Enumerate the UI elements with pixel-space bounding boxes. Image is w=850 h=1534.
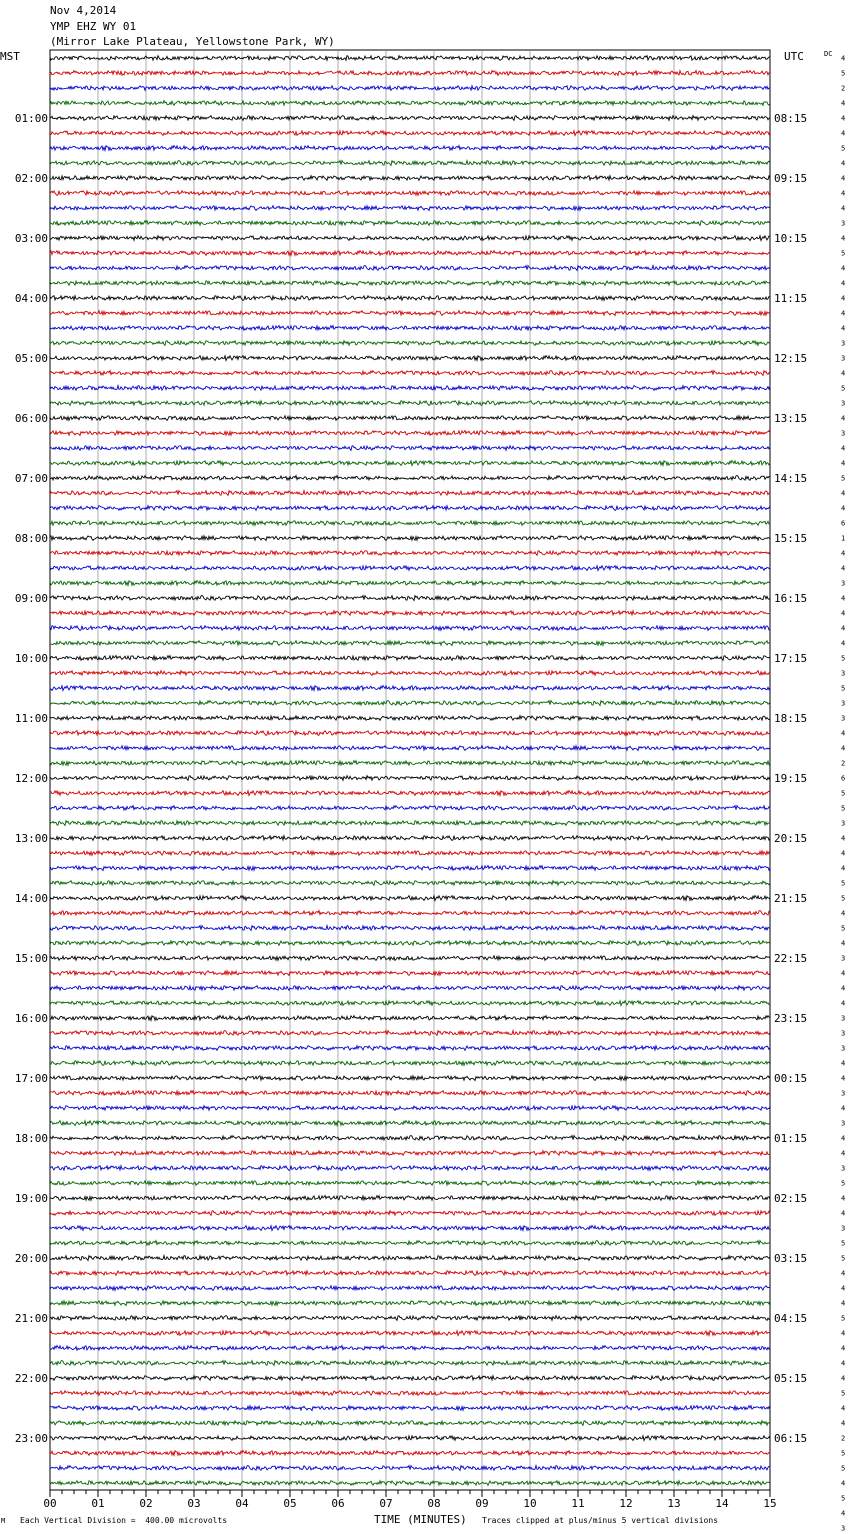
seismic-trace: [50, 476, 770, 481]
left-hour-label: 17:00: [14, 1072, 48, 1085]
left-hour-label: 10:00: [14, 652, 48, 665]
seismic-trace: [50, 881, 770, 886]
dc-value: 4: [841, 909, 846, 918]
dc-value: 4: [841, 1419, 846, 1428]
dc-value: 4: [841, 1074, 846, 1083]
seismic-trace: [50, 1106, 770, 1111]
left-hour-label: 09:00: [14, 592, 48, 605]
dc-value: 4: [841, 1104, 846, 1113]
seismic-trace: [50, 326, 770, 331]
left-hour-label: 16:00: [14, 1012, 48, 1025]
seismic-trace: [50, 1256, 770, 1261]
dc-value: 4: [841, 414, 846, 423]
seismic-trace: [50, 746, 770, 751]
seismic-trace: [50, 911, 770, 916]
seismic-trace: [50, 1091, 770, 1096]
left-hour-label: 21:00: [14, 1312, 48, 1325]
seismic-trace: [50, 1031, 770, 1036]
seismic-trace: [50, 191, 770, 196]
dc-value: 3: [841, 1164, 846, 1173]
left-hour-label: 23:00: [14, 1432, 48, 1445]
right-hour-label: 21:15: [774, 892, 808, 905]
seismic-trace: [50, 416, 770, 421]
dc-value: 4: [841, 369, 846, 378]
x-tick-label: 07: [379, 1497, 393, 1510]
dc-value: 5: [841, 789, 846, 798]
seismic-trace: [50, 866, 770, 871]
x-tick-label: 00: [43, 1497, 57, 1510]
right-hour-label: 13:15: [774, 412, 808, 425]
dc-value: 4: [841, 99, 846, 108]
seismic-trace: [50, 1346, 770, 1351]
right-hour-label: 17:15: [774, 652, 808, 665]
seismic-trace: [50, 806, 770, 811]
corner-mark: M: [1, 1517, 6, 1525]
seismic-trace: [50, 431, 770, 436]
seismic-trace: [50, 311, 770, 316]
seismic-trace: [50, 521, 770, 526]
left-hour-label: 18:00: [14, 1132, 48, 1145]
seismic-trace: [50, 536, 770, 541]
right-hour-label: 10:15: [774, 232, 808, 245]
dc-value: 5: [841, 1314, 846, 1323]
x-tick-label: 04: [235, 1497, 249, 1510]
left-hour-label: 20:00: [14, 1252, 48, 1265]
record-date: Nov 4,2014: [50, 4, 117, 17]
dc-value: 3: [841, 339, 846, 348]
scale-note: Each Vertical Division = 400.00 microvolts: [20, 1516, 228, 1525]
seismic-trace: [50, 761, 770, 766]
dc-value: 4: [841, 444, 846, 453]
seismic-trace: [50, 566, 770, 571]
seismic-trace: [50, 626, 770, 631]
seismic-trace: [50, 611, 770, 616]
dc-value: 5: [841, 684, 846, 693]
dc-value: 4: [841, 294, 846, 303]
seismic-trace: [50, 1136, 770, 1141]
seismic-trace: [50, 356, 770, 361]
seismic-trace: [50, 896, 770, 901]
seismic-trace: [50, 1451, 770, 1456]
seismic-trace: [50, 1301, 770, 1306]
right-hour-label: 15:15: [774, 532, 808, 545]
seismic-trace: [50, 491, 770, 496]
dc-value: 5: [841, 249, 846, 258]
seismic-trace: [50, 1001, 770, 1006]
seismic-trace: [50, 1316, 770, 1321]
seismic-trace: [50, 956, 770, 961]
seismic-trace: [50, 686, 770, 691]
left-hour-label: 01:00: [14, 112, 48, 125]
seismic-trace: [50, 101, 770, 106]
x-tick-label: 14: [715, 1497, 729, 1510]
seismic-trace: [50, 131, 770, 136]
seismic-trace: [50, 386, 770, 391]
seismic-trace: [50, 791, 770, 796]
dc-value: 5: [841, 1494, 846, 1503]
seismic-trace: [50, 1241, 770, 1246]
seismic-trace: [50, 1046, 770, 1051]
dc-value: 5: [841, 474, 846, 483]
left-hour-label: 12:00: [14, 772, 48, 785]
seismic-trace: [50, 656, 770, 661]
dc-value: 4: [841, 264, 846, 273]
dc-value: 4: [841, 1299, 846, 1308]
x-tick-label: 13: [667, 1497, 681, 1510]
right-hour-label: 06:15: [774, 1432, 808, 1445]
seismic-trace: [50, 206, 770, 211]
seismic-trace: [50, 176, 770, 181]
seismic-trace: [50, 551, 770, 556]
seismic-trace: [50, 86, 770, 91]
trace-group: [50, 56, 770, 1486]
dc-value: 3: [841, 1014, 846, 1023]
dc-value: 4: [841, 984, 846, 993]
seismic-trace: [50, 71, 770, 76]
seismic-trace: [50, 146, 770, 151]
seismic-trace: [50, 1286, 770, 1291]
left-hour-label: 06:00: [14, 412, 48, 425]
dc-value: 4: [841, 1374, 846, 1383]
x-tick-label: 10: [523, 1497, 537, 1510]
left-hour-label: 14:00: [14, 892, 48, 905]
dc-value: 4: [841, 1149, 846, 1158]
left-hour-label: 13:00: [14, 832, 48, 845]
seismic-trace: [50, 161, 770, 166]
dc-value: 3: [841, 1524, 846, 1533]
seismic-trace: [50, 1211, 770, 1216]
dc-value: 5: [841, 1239, 846, 1248]
dc-value: 4: [841, 624, 846, 633]
left-hour-label: 03:00: [14, 232, 48, 245]
dc-value: 2: [841, 759, 846, 768]
station-name: YMP EHZ WY 01: [50, 20, 137, 33]
right-hour-label: 09:15: [774, 172, 808, 185]
dc-value: 3: [841, 219, 846, 228]
dc-value: 4: [841, 999, 846, 1008]
dc-value: 5: [841, 384, 846, 393]
dc-value: 3: [841, 579, 846, 588]
seismic-trace: [50, 581, 770, 586]
right-hour-label: 18:15: [774, 712, 808, 725]
dc-value: 3: [841, 714, 846, 723]
dc-value: 4: [841, 609, 846, 618]
seismic-trace: [50, 971, 770, 976]
right-hour-label: 02:15: [774, 1192, 808, 1205]
right-hour-label: 01:15: [774, 1132, 808, 1145]
dc-value: 4: [841, 159, 846, 168]
left-hour-label: 19:00: [14, 1192, 48, 1205]
dc-value: 5: [841, 879, 846, 888]
seismic-trace: [50, 926, 770, 931]
dc-value: 3: [841, 669, 846, 678]
dc-value: 5: [841, 1389, 846, 1398]
x-tick-label: 01: [91, 1497, 105, 1510]
seismic-trace: [50, 401, 770, 406]
dc-value: 4: [841, 189, 846, 198]
left-hour-label: 08:00: [14, 532, 48, 545]
seismic-trace: [50, 731, 770, 736]
dc-value: 4: [841, 1359, 846, 1368]
right-hour-label: 20:15: [774, 832, 808, 845]
left-hour-label: 15:00: [14, 952, 48, 965]
dc-value: 4: [841, 864, 846, 873]
x-tick-label: 09: [475, 1497, 489, 1510]
seismic-trace: [50, 596, 770, 601]
seismic-trace: [50, 116, 770, 121]
dc-value: 5: [841, 144, 846, 153]
seismic-trace: [50, 371, 770, 376]
dc-value: 3: [841, 399, 846, 408]
x-tick-label: 11: [571, 1497, 585, 1510]
x-tick-label: 03: [187, 1497, 201, 1510]
dc-value: 3: [841, 1224, 846, 1233]
seismic-trace: [50, 851, 770, 856]
dc-value: 4: [841, 1509, 846, 1518]
dc-value: 5: [841, 1464, 846, 1473]
seismic-trace: [50, 1016, 770, 1021]
dc-value: 2: [841, 84, 846, 93]
dc-value: 4: [841, 564, 846, 573]
left-hour-label: 02:00: [14, 172, 48, 185]
seismic-trace: [50, 281, 770, 286]
seismic-trace: [50, 1121, 770, 1126]
dc-value: 4: [841, 729, 846, 738]
label-group: [0, 50, 845, 1534]
dc-value: 4: [841, 1479, 846, 1488]
seismic-trace: [50, 836, 770, 841]
seismic-trace: [50, 1226, 770, 1231]
x-tick-label: 15: [763, 1497, 777, 1510]
dc-value: 3: [841, 1044, 846, 1053]
seismic-trace: [50, 221, 770, 226]
seismic-trace: [50, 56, 770, 61]
seismic-trace: [50, 1271, 770, 1276]
dc-value: 4: [841, 324, 846, 333]
dc-value: 2: [841, 1434, 846, 1443]
dc-value: 4: [841, 114, 846, 123]
left-hour-label: 07:00: [14, 472, 48, 485]
seismic-trace: [50, 1466, 770, 1471]
dc-value: 3: [841, 354, 846, 363]
plot-grid: [50, 50, 770, 1490]
dc-value: 4: [841, 969, 846, 978]
left-hour-label: 05:00: [14, 352, 48, 365]
dc-value: 3: [841, 1089, 846, 1098]
seismic-trace: [50, 1481, 770, 1486]
dc-value: 4: [841, 1134, 846, 1143]
dc-value: 4: [841, 1404, 846, 1413]
left-zone-label: MST: [0, 50, 20, 63]
dc-value: 5: [841, 804, 846, 813]
dc-value: 4: [841, 1194, 846, 1203]
right-hour-label: 14:15: [774, 472, 808, 485]
dc-value: 5: [841, 1179, 846, 1188]
dc-value: 5: [841, 69, 846, 78]
right-hour-label: 08:15: [774, 112, 808, 125]
seismic-trace: [50, 341, 770, 346]
dc-value: 4: [841, 1209, 846, 1218]
right-hour-label: 22:15: [774, 952, 808, 965]
seismic-trace: [50, 1151, 770, 1156]
clip-note: Traces clipped at plus/minus 5 vertical divisions: [482, 1516, 719, 1525]
plot-frame: [50, 50, 770, 1490]
dc-value: 5: [841, 1254, 846, 1263]
dc-value: 4: [841, 459, 846, 468]
dc-value: 4: [841, 834, 846, 843]
seismic-trace: [50, 1076, 770, 1081]
dc-value: 4: [841, 279, 846, 288]
right-hour-label: 16:15: [774, 592, 808, 605]
dc-label: DC: [824, 50, 833, 58]
seismic-trace: [50, 1361, 770, 1366]
dc-value: 5: [841, 924, 846, 933]
seismic-trace: [50, 716, 770, 721]
left-hour-label: 04:00: [14, 292, 48, 305]
right-hour-label: 00:15: [774, 1072, 808, 1085]
seismic-trace: [50, 671, 770, 676]
dc-value: 4: [841, 309, 846, 318]
x-tick-label: 06: [331, 1497, 345, 1510]
seismic-trace: [50, 1166, 770, 1171]
seismic-trace: [50, 641, 770, 646]
dc-value: 5: [841, 654, 846, 663]
dc-value: 3: [841, 1029, 846, 1038]
dc-value: 4: [841, 54, 846, 63]
x-tick-label: 12: [619, 1497, 633, 1510]
dc-value: 1: [841, 534, 846, 543]
dc-value: 4: [841, 204, 846, 213]
dc-value: 4: [841, 129, 846, 138]
seismic-trace: [50, 1436, 770, 1441]
dc-value: 4: [841, 489, 846, 498]
seismic-trace: [50, 701, 770, 706]
seismic-trace: [50, 1421, 770, 1426]
dc-value: 4: [841, 849, 846, 858]
x-tick-label: 08: [427, 1497, 441, 1510]
seismic-trace: [50, 506, 770, 511]
dc-value: 4: [841, 1329, 846, 1338]
right-hour-label: 04:15: [774, 1312, 808, 1325]
dc-value: 4: [841, 504, 846, 513]
seismic-trace: [50, 461, 770, 466]
dc-value: 4: [841, 1269, 846, 1278]
station-location: (Mirror Lake Plateau, Yellowstone Park, WY): [50, 35, 335, 48]
seismic-trace: [50, 296, 770, 301]
seismic-trace: [50, 941, 770, 946]
dc-value: 4: [841, 1284, 846, 1293]
seismic-trace: [50, 236, 770, 241]
dc-value: 4: [841, 1059, 846, 1068]
dc-value: 3: [841, 954, 846, 963]
dc-value: 4: [841, 234, 846, 243]
seismic-trace: [50, 266, 770, 271]
seismic-trace: [50, 1406, 770, 1411]
dc-value: 5: [841, 894, 846, 903]
left-hour-label: 22:00: [14, 1372, 48, 1385]
dc-value: 6: [841, 774, 846, 783]
seismic-trace: [50, 776, 770, 781]
dc-value: 4: [841, 1344, 846, 1353]
right-hour-label: 03:15: [774, 1252, 808, 1265]
seismic-trace: [50, 1391, 770, 1396]
dc-value: 4: [841, 639, 846, 648]
seismic-trace: [50, 986, 770, 991]
right-zone-label: UTC: [784, 50, 804, 63]
seismic-trace: [50, 1331, 770, 1336]
dc-value: 3: [841, 429, 846, 438]
seismic-trace: [50, 821, 770, 826]
x-axis-label: TIME (MINUTES): [374, 1513, 467, 1526]
right-hour-label: 23:15: [774, 1012, 808, 1025]
x-tick-label: 02: [139, 1497, 153, 1510]
dc-value: 4: [841, 549, 846, 558]
dc-value: 3: [841, 699, 846, 708]
dc-value: 4: [841, 174, 846, 183]
dc-value: 4: [841, 594, 846, 603]
seismic-trace: [50, 1196, 770, 1201]
right-hour-label: 12:15: [774, 352, 808, 365]
right-hour-label: 19:15: [774, 772, 808, 785]
dc-value: 3: [841, 1119, 846, 1128]
dc-value: 4: [841, 744, 846, 753]
seismic-trace: [50, 1181, 770, 1186]
seismic-trace: [50, 251, 770, 256]
right-hour-label: 11:15: [774, 292, 808, 305]
seismic-trace: [50, 1376, 770, 1381]
dc-value: 5: [841, 1449, 846, 1458]
dc-value: 6: [841, 519, 846, 528]
seismic-trace: [50, 446, 770, 451]
dc-value: 4: [841, 939, 846, 948]
right-hour-label: 05:15: [774, 1372, 808, 1385]
left-hour-label: 11:00: [14, 712, 48, 725]
dc-value: 3: [841, 819, 846, 828]
seismic-trace: [50, 1061, 770, 1066]
x-tick-label: 05: [283, 1497, 297, 1510]
